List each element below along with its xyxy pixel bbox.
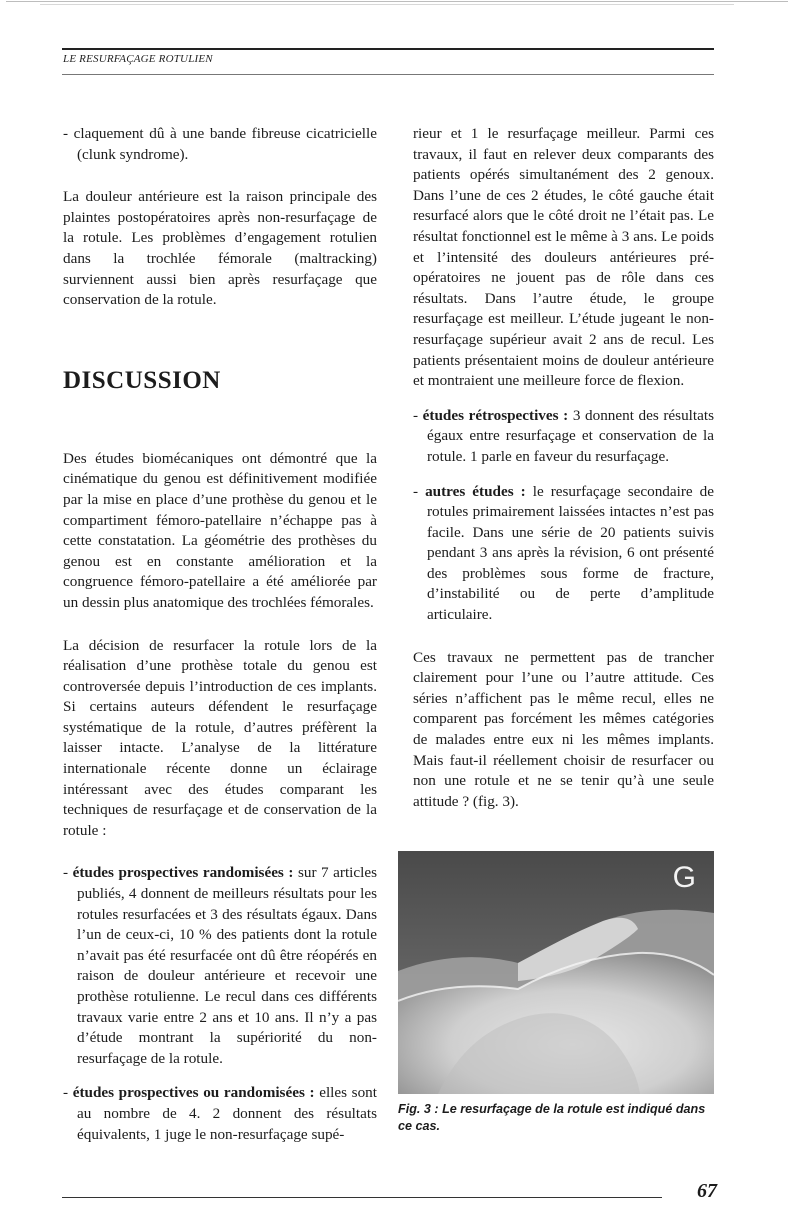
xray-figure <box>398 851 714 1094</box>
figure-caption: Fig. 3 : Le resurfaçage de la rotule est indiqué dans ce cas. <box>398 1102 706 1133</box>
paragraph-anterior-pain: La douleur antérieure est la raison principale des plaintes postopératoires après non-resurfaçage de la rotule. Les problèmes d’engagement rotulien dans la trochlée fémorale (maltracking) surviennent aussi bien après resurfaçage que conservation de la rotule. <box>63 188 377 309</box>
list-item-prospective-or-randomized: - études prospectives ou randomisées : elles sont au nombre de 4. 2 donnent des résultats équivalents, 1 juge le non-resurfaçage supé- <box>63 1084 377 1143</box>
item-text: sur 7 articles publiés, 4 donnent de meilleurs résultats pour les rotules resurfacées et 3 des résultats égaux. Dans l’un de ceux-ci, 10 % des patients dont la rotule n’avait pas été resurfacée ont dû être réopérés en raison de douleur antérieure et recevoir une prothèse rotulienne. Le recul dans ces différents travaux varie entre 2 ans et 10 ans. Il n’y a pas d’étude montrant la supériorité du non-resurfaçage de la rotule. <box>77 864 378 1067</box>
paragraph-conclusion: Ces travaux ne permettent pas de trancher clairement pour l’une ou l’autre attitude. Ces séries n’affichent pas le même recul, elles ne comparent pas forcément les mêmes catégories de malades entre eux ni les mêmes implants. Mais faut-il réellement choisir de resurfacer ou non une rotule et ne se tenir qu’à une seule attitude ? (fig. 3). <box>413 648 714 810</box>
list-item-other-studies: - autres études : le resurfaçage secondaire de rotules primairement laissées intactes n’est pas facile. Dans une série de 20 patients suivis pendant 3 ans après la révision, 6 ont présenté des problèmes sous forme de fracture, d’instabilité ou de perte d’amplitude articulaire. <box>413 482 714 624</box>
item-bold-label: études rétrospectives : <box>422 406 569 424</box>
running-title: LE RESURFAÇAGE ROTULIEN <box>63 53 213 65</box>
item-bold-label: études prospectives randomisées : <box>72 864 294 882</box>
footer-rule <box>62 1197 662 1198</box>
item-bold-label: études prospectives ou randomisées : <box>72 1084 315 1102</box>
knee-xray-image <box>398 851 714 1094</box>
header-underline <box>62 74 714 75</box>
item-text: elles sont au nombre de 4. 2 donnent des résultats équivalents, 1 juge le non-resurfaçage supé- <box>77 1084 377 1143</box>
item-text: 3 donnent des résultats égaux entre resurfaçage et conservation de la rotule. 1 parle en faveur du resurfaçage. <box>427 406 714 465</box>
item-bold-label: autres études : <box>425 482 526 500</box>
paragraph-decision: La décision de resurfacer la rotule lors de la réalisation d’une prothèse totale du genou est controversée depuis l’introduction de ces implants. Si certains auteurs défendent le resurfaçage systématique de la rotule, d’autres préfèrent la laisser intacte. L’analyse de la littérature internationale récente donne un éclairage intéressant avec des études comparant les techniques de resurfaçage et de conservation de la rotule : <box>63 636 377 839</box>
right-column <box>413 124 714 812</box>
paragraph-biomechanics: Des études biomécaniques ont démontré que la cinématique du genou est définitivement modifiée par la mise en place d’une prothèse du genou et le compartiment fémoro-patellaire n’échappe pas à cette constatation. La géométrie des prothèses du genou est en constante amélioration et la congruence fémoro-patellaire a été améliorée par un dessin plus anatomique des trochlées fémorales. <box>63 449 377 611</box>
item-text: le resurfaçage secondaire de rotules primairement laissées intactes n’est pas facile. Dans une série de 20 patients suivis pendant 3 ans après la révision, 6 ont présenté des problèmes sous forme de fracture, d’instabilité ou de perte d’amplitude articulaire. <box>427 482 714 624</box>
list-item-prospective-randomized: - études prospectives randomisées : sur 7 articles publiés, 4 donnent de meilleurs résultats pour les rotules resurfacées et 3 des résultats égaux. Dans l’un de ceux-ci, 10 % des patients dont la rotule n’avait pas été resurfacée ont dû être réopérés en raison de douleur antérieure et recevoir une prothèse rotulienne. Le recul dans ces différents travaux varie entre 2 ans et 10 ans. Il n’y a pas d’étude montrant la supériorité du non-resurfaçage de la rotule. <box>63 864 378 1067</box>
page-number: 67 <box>697 1180 717 1202</box>
paragraph-continuation: rieur et 1 le resurfaçage meilleur. Parmi ces travaux, il faut en relever deux comparants des patients opérés simultanément des 2 genoux. Dans l’une de ces 2 études, le côté gauche était resurfacé alors que le côté droit ne l’était pas. Le résultat fonctionnel est le même à 3 ans. Le poids et l’intensité des douleurs antérieures pré-opératoires ne jouent pas de rôle dans ces résultats. Dans l’autre étude, le groupe resurfaçage est meilleur. L’étude jugeant le non-resurfaçage supérieur avait 2 ans de recul. Les patients présentaient moins de douleur antérieure et montraient une meilleure force de flexion. <box>413 125 714 390</box>
scan-edge-lines <box>0 0 794 7</box>
left-column <box>63 124 377 1145</box>
list-item-clunk: - claquement dû à une bande fibreuse cicatricielle (clunk syndrome). <box>63 125 377 163</box>
header-rule <box>62 48 714 50</box>
section-heading-discussion: DISCUSSION <box>63 366 221 394</box>
list-item-retrospective: - études rétrospectives : 3 donnent des résultats égaux entre resurfaçage et conservation de la rotule. 1 parle en faveur du resurfaçage. <box>413 406 714 465</box>
figure-side-label: G <box>672 861 696 894</box>
